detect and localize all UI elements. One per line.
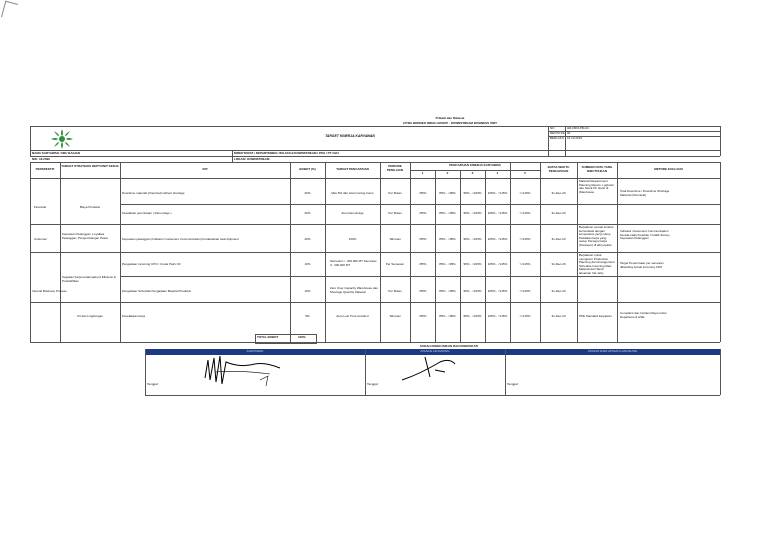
row4-bobot: 20% [304, 237, 311, 241]
row7-kpi: Pengadaan Schedule Pengadaan Material Produksi [122, 289, 191, 293]
header-target: TARGET PENCAPAIAN [336, 167, 369, 171]
row1-target: Max 5% dari total running hours [331, 191, 374, 195]
row8-bobot: 5% [305, 314, 310, 318]
scan-mark [1, 1, 18, 21]
row7-bobot: 10% [304, 289, 311, 293]
header-periode: PERIODE PENILAIAN [386, 164, 404, 172]
row5-kpi: Pengadaan incoming CPO / Crude Palm Oil [122, 262, 181, 266]
row1-l4: 105% - <115% [487, 191, 508, 195]
row8-metode: Complaint dan Incident Report dari Departement HSE [620, 311, 667, 319]
total-value: 100% [298, 335, 306, 339]
manager-date-label: Tanggal: [507, 382, 519, 386]
row5-l2: 85% - <95% [439, 262, 456, 266]
row4-l3: 95% - <105% [463, 237, 482, 241]
doc-no-label: NO [550, 126, 555, 130]
row7-l4: 105% - <115% [487, 289, 508, 293]
row3-l5: >=115% [519, 211, 531, 215]
row8-batas: 31-Dec-20 [551, 314, 566, 318]
row5-sumber: Berjalanan untuk mengusun Production Planning dan Arrangement Schedule Incoming Raw Material dari Tandi lakuanan Via Jetty [579, 253, 615, 275]
header-target-strategis: TARGET STRATEGIS DEPT/UNIT KERJA [61, 164, 119, 168]
row7-periode: Per Bulan [388, 289, 402, 293]
row2-strategis: Biaya Produksi [79, 205, 100, 209]
row3-l2: 85% - <95% [439, 211, 456, 215]
row2-perspektif: Financial [34, 205, 47, 209]
header-pencapaian: PENCAPAIAN KINERJA KARYAWAN [449, 163, 501, 167]
row4-target: 100% [348, 237, 357, 241]
manager-role-label: ATASAN DARI ATASAN LANGSUNG [587, 349, 638, 353]
row1-periode: Per Bulan [388, 191, 402, 195]
header-level-3: 3 [471, 171, 474, 175]
header-level-2: 2 [446, 171, 449, 175]
row3-batas: 31-Dec-20 [551, 211, 566, 215]
row4-l4: 105% - <115% [487, 237, 508, 241]
row5-l5: >=115% [519, 262, 531, 266]
agreed-label: SUDAH DISEKUSIKAN DAN DISEPAKATI [420, 344, 479, 348]
doc-no-value: HR-FRM-PM-04 [567, 126, 589, 130]
revision-value: 00 [567, 131, 571, 135]
row3-kpi: Kesalahan permintaan ( Demurrage ) [122, 211, 172, 215]
row1-kpi: Downtime material (chemical) indirect shortage [122, 191, 185, 195]
row4-periode: Tahunan [389, 237, 401, 241]
row5-l4: 105% - <115% [487, 262, 508, 266]
employee-name-label: NAMA KARYAWAN / NIK/ BAGIAN [32, 151, 81, 155]
row4-metode: Indicator Customers Communication berada pada Kuadran I Grafik Survey Kepuasan Pelanggan [620, 229, 670, 241]
supervisor-signature [400, 352, 460, 382]
row1-bobot: 20% [304, 191, 311, 195]
row4-batas: 31-Dec-20 [551, 237, 566, 241]
company-logo [50, 128, 74, 150]
manager-band [505, 349, 720, 355]
row5-target: Semester I : 200.000 MT Semester II : 400.000 MT [330, 259, 377, 267]
revision-label: REVISI KE [550, 131, 565, 135]
row4-l2: 85% - <95% [439, 237, 456, 241]
location-value: LOKASI: DOWNSTREAM [234, 157, 270, 161]
row8-l4: 105% - <115% [487, 314, 508, 318]
row5-bobot: 10% [304, 262, 311, 266]
row5-periode: Per Semester [385, 262, 405, 266]
header-kpi: KPI [202, 167, 208, 171]
row8-kpi: Kecelakaan kerja [122, 314, 146, 318]
row8-sumber: PPE Standard karyawan [579, 314, 612, 318]
row7-batas: 31-Dec-20 [551, 289, 566, 293]
header-batas: BATAS WAKTU PENCAPAIAN [547, 165, 570, 173]
effective-value: 15.10.2016 [567, 136, 583, 140]
form-title: TARGET KINERJA KARYAWAN [325, 134, 375, 138]
row3-bobot: 20% [304, 211, 311, 215]
header-perspektif: PERSPEKTIF [35, 167, 55, 171]
row3-l3: 95% - <105% [463, 211, 482, 215]
row7-l2: 85% - <95% [439, 289, 456, 293]
row4-perspektif: Customer [34, 237, 48, 241]
total-label: TOTAL BOBOT [257, 335, 279, 339]
row8-l5: >=115% [519, 314, 531, 318]
employee-signature [200, 350, 290, 390]
header-sumber: SUMBER DATA YANG DIBUTUHKAN [581, 165, 613, 173]
header-level-4: 4 [496, 171, 499, 175]
row5-l3: 95% - <105% [463, 262, 482, 266]
row8-l2: 85% - <95% [439, 314, 456, 318]
row4-sumber: Berjalanan sesuai struktur komunikasi dengan kompetensi yang cukup Pedalaan kerja yang cukup Persepsi kerja (Pressure) di alli terpadu [579, 225, 614, 247]
row7-l1: <85% [418, 289, 427, 293]
row4-l5: >=115% [519, 237, 531, 241]
row1-batas: 31-Dec-20 [551, 191, 566, 195]
row5-l1: <85% [418, 262, 427, 266]
row4-l1: <85% [418, 237, 427, 241]
row1-sumber: Material Requirement Planning Report, Logbook dan Stock On Hand di Warehouse [579, 179, 614, 194]
department-label: DIREKTORAT / DEPARTEMEN / WILAYAH/ DOWNSTREAM / PKS / PT CBU [234, 151, 339, 155]
row6-strategis: Kegiatan Kerja terdampak pd Efisiensi & Produktifitas [62, 275, 116, 283]
header-bobot: BOBOT (%) [299, 167, 316, 171]
row3-l4: 105% - <115% [487, 211, 508, 215]
effective-label: BERLAKU [550, 136, 565, 140]
classification-label: Pribadi dan Rahasia [435, 116, 465, 120]
row7-l3: 95% - <105% [463, 289, 482, 293]
row5-batas: 31-Dec-20 [551, 262, 566, 266]
nik-value: NIK: 18.2599 [32, 157, 50, 161]
header-level-1: 1 [421, 171, 424, 175]
row1-metode: Total Downtime / Downtime Shortage Material (Chemical) [620, 189, 670, 197]
employee-date-label: Tanggal: [147, 382, 159, 386]
header-level-5: 5 [524, 171, 526, 175]
company-title: CITRA BORNEO INDAH GROUP - DOWNSTREAM BUSINESS UNIT [402, 121, 497, 125]
row3-periode: Per Bulan [388, 211, 402, 215]
row7-l5: >=115% [519, 289, 531, 293]
row8-target: Zero Lost Time Accident [336, 314, 369, 318]
row1-l1: <85% [418, 191, 427, 195]
row3-l1: <85% [418, 211, 427, 215]
supervisor-date-label: Tanggal: [367, 382, 379, 386]
row1-l3: 95% - <105% [463, 191, 482, 195]
row4-strategis: Kepuasan Pelanggan, Loyalitas Pelanggan, Pengembangan Pasar [62, 232, 108, 240]
row8-l3: 95% - <105% [463, 314, 482, 318]
row3-target: Zero Demurrage [341, 211, 364, 215]
row1-l5: >=115% [519, 191, 531, 195]
row7-target: Zero Over Capacity Warehouse dan Shortage Quantity Material [330, 286, 378, 294]
row1-l2: 85% - <95% [439, 191, 456, 195]
employee-role-label: KARYAWAN [246, 349, 264, 353]
supervisor-role-label: ATASAN LANGSUNG [420, 349, 450, 353]
header-metode: METODE EVALUASI [654, 167, 683, 171]
row8-strategis: K3 dan Lingkungan [77, 314, 103, 318]
row4-kpi: Kepuasan pelanggan (Indicator Customers Communication) berdasarkan total shipment [122, 237, 239, 241]
row8-periode: Tahunan [389, 314, 401, 318]
row8-l1: <85% [418, 314, 427, 318]
row5-metode: Target Penerimaan per semester dibanding Actual incoming CPO [620, 261, 664, 269]
row6-perspektif: Internal Business Process [32, 289, 67, 293]
